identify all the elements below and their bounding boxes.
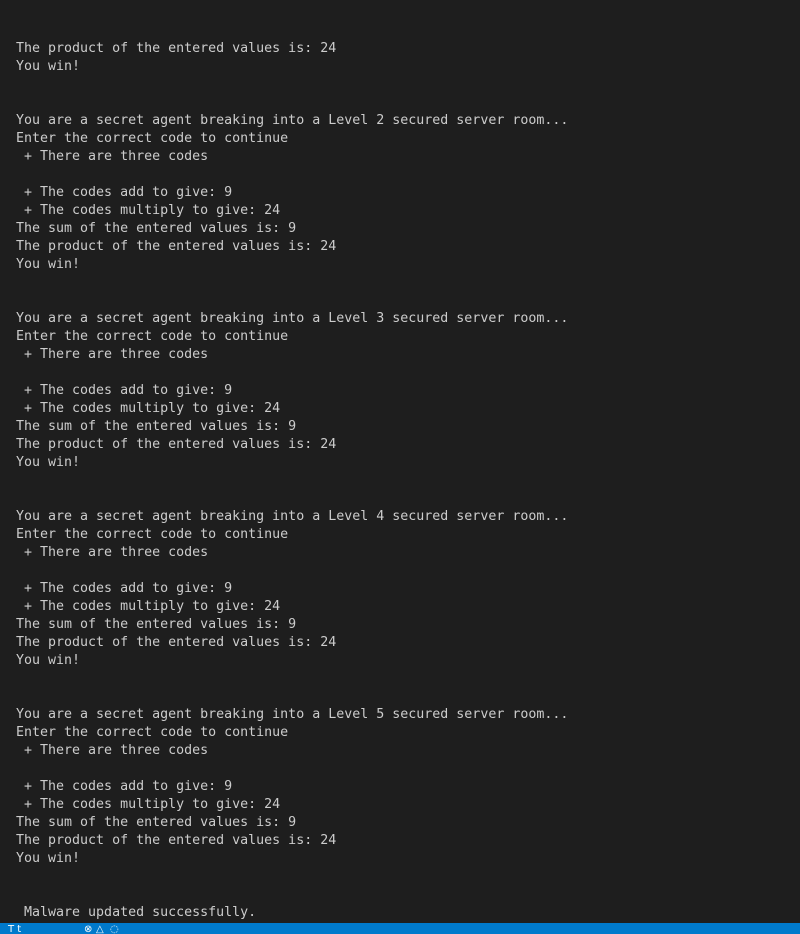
warning-icon[interactable]: △ bbox=[96, 924, 104, 934]
terminal-line: + The codes multiply to give: 24 bbox=[16, 797, 281, 812]
terminal-line: You win! bbox=[16, 851, 81, 866]
terminal-line bbox=[16, 166, 800, 184]
terminal-line: The product of the entered values is: 24 bbox=[16, 239, 337, 254]
terminal-line: The product of the entered values is: 24 bbox=[16, 833, 337, 848]
terminal-line: You are a secret agent breaking into a Level 5 secured server room... bbox=[16, 707, 569, 722]
terminal-line: The product of the entered values is: 24 bbox=[16, 437, 337, 452]
terminal-line: Malware updated successfully. bbox=[16, 905, 257, 920]
error-icon[interactable]: ⊗ bbox=[84, 924, 93, 934]
terminal-line bbox=[16, 760, 800, 778]
status-bar-item[interactable]: T t bbox=[8, 924, 22, 934]
terminal-line: You are a secret agent breaking into a Level 4 secured server room... bbox=[16, 509, 569, 524]
terminal-line: + There are three codes bbox=[16, 347, 209, 362]
terminal-line: + The codes multiply to give: 24 bbox=[16, 203, 281, 218]
terminal-line: + The codes add to give: 9 bbox=[16, 185, 233, 200]
terminal-line: You win! bbox=[16, 59, 81, 74]
terminal-line: Enter the correct code to continue bbox=[16, 527, 289, 542]
terminal-line: You are a secret agent breaking into a Level 2 secured server room... bbox=[16, 113, 569, 128]
terminal-line bbox=[16, 274, 800, 292]
terminal-line: The sum of the entered values is: 9 bbox=[16, 221, 297, 236]
terminal-line: The sum of the entered values is: 9 bbox=[16, 419, 297, 434]
terminal-line: You win! bbox=[16, 455, 81, 470]
terminal-line bbox=[16, 670, 800, 688]
terminal-line: + The codes add to give: 9 bbox=[16, 581, 233, 596]
terminal-line: You win! bbox=[16, 257, 81, 272]
terminal-line bbox=[16, 76, 800, 94]
status-bar bbox=[0, 923, 800, 934]
terminal-line: + The codes multiply to give: 24 bbox=[16, 401, 281, 416]
terminal-line bbox=[16, 292, 800, 310]
terminal-line: The product of the entered values is: 24 bbox=[16, 41, 337, 56]
terminal-line: + The codes multiply to give: 24 bbox=[16, 599, 281, 614]
terminal-line: The product of the entered values is: 24 bbox=[16, 635, 337, 650]
terminal-line: You win! bbox=[16, 653, 81, 668]
terminal-line bbox=[16, 688, 800, 706]
terminal-line: + The codes add to give: 9 bbox=[16, 779, 233, 794]
terminal-line: Enter the correct code to continue bbox=[16, 131, 289, 146]
terminal-line bbox=[16, 562, 800, 580]
terminal-line: Enter the correct code to continue bbox=[16, 329, 289, 344]
terminal-line bbox=[16, 364, 800, 382]
terminal-line: You are a secret agent breaking into a Level 3 secured server room... bbox=[16, 311, 569, 326]
terminal-line bbox=[16, 94, 800, 112]
terminal-line: + The codes add to give: 9 bbox=[16, 383, 233, 398]
terminal-line: Enter the correct code to continue bbox=[16, 725, 289, 740]
terminal-line bbox=[16, 490, 800, 508]
terminal-line: + There are three codes bbox=[16, 743, 209, 758]
info-icon[interactable]: ◌ bbox=[110, 924, 119, 934]
terminal-line: The sum of the entered values is: 9 bbox=[16, 815, 297, 830]
terminal-line: + There are three codes bbox=[16, 545, 209, 560]
terminal-line bbox=[16, 868, 800, 886]
terminal-line bbox=[16, 886, 800, 904]
terminal-output bbox=[16, 4, 800, 923]
terminal-line: + There are three codes bbox=[16, 149, 209, 164]
terminal-line bbox=[16, 472, 800, 490]
terminal-line: The sum of the entered values is: 9 bbox=[16, 617, 297, 632]
